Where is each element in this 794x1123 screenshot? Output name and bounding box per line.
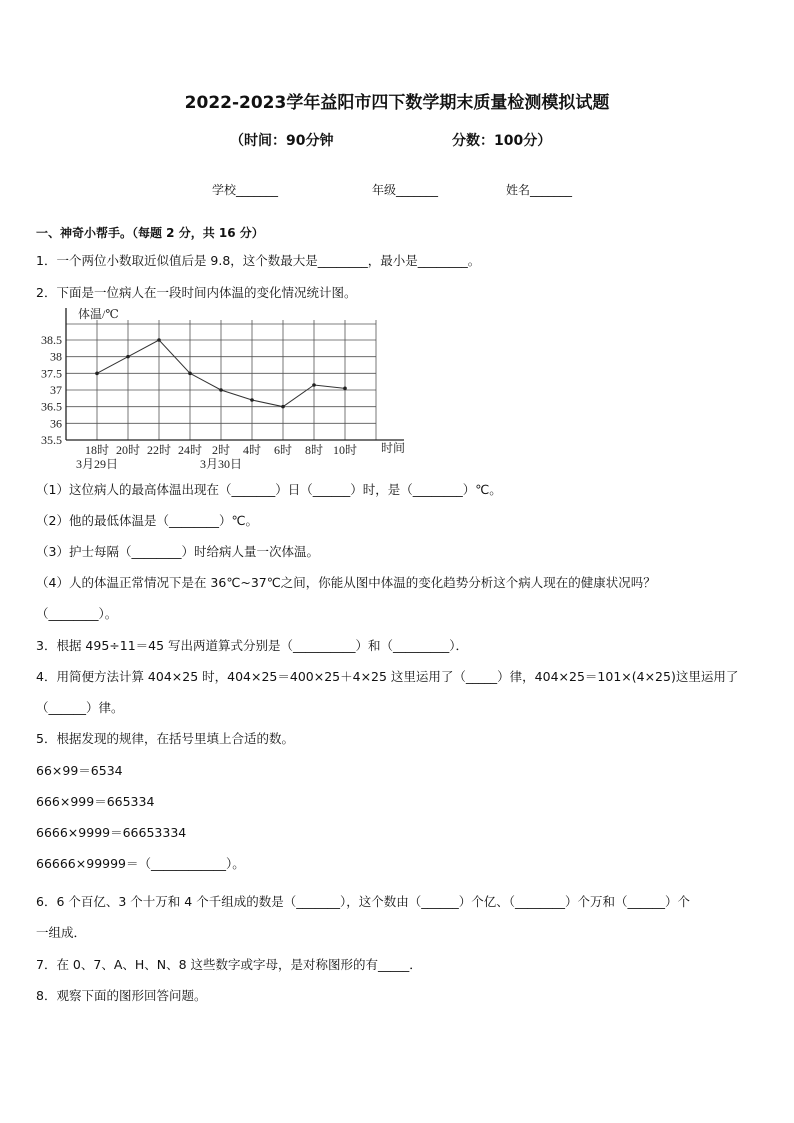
score-info: 分数：100分）: [452, 133, 552, 149]
question-3: 3．根据 495÷11＝45 写出两道算式分别是（__________）和（_________）．: [36, 638, 469, 653]
x-tick-label: 8时: [304, 443, 324, 457]
page-title: 2022-2023学年益阳市四下数学期末质量检测模拟试题: [184, 93, 610, 113]
x-tick-label: 4时: [242, 443, 262, 457]
data-point: [250, 398, 254, 402]
pattern-line-2: 666×999＝665334: [36, 794, 155, 809]
y-axis-label: 体温/℃: [78, 307, 119, 321]
question-2-4-answer: （________）。: [36, 606, 118, 621]
y-tick-label: 38.5: [41, 333, 62, 347]
chart-ticks: [41, 306, 405, 471]
data-point: [312, 383, 316, 387]
time-info: （时间：90分钟: [230, 133, 334, 149]
temperature-chart: [36, 302, 416, 474]
x-tick-label: 2时: [211, 443, 231, 457]
question-4-cont: （______）律。: [36, 700, 124, 715]
y-tick-label: 37.5: [41, 366, 62, 381]
question-5: 5．根据发现的规律，在括号里填上合适的数。: [36, 731, 294, 746]
data-point: [157, 338, 161, 342]
date-label: 3月30日: [199, 457, 243, 471]
y-tick-label: 35.5: [41, 433, 62, 447]
x-tick-label: 22时: [146, 443, 172, 457]
date-label: 3月29日: [75, 457, 119, 471]
x-tick-label: 6时: [273, 443, 293, 457]
data-point: [281, 405, 285, 409]
data-point: [126, 355, 130, 359]
y-tick-label: 37: [50, 383, 62, 397]
pattern-line-1: 66×99＝6534: [36, 763, 123, 778]
question-6: 6．6 个百亿、3 个十万和 4 个千组成的数是（_______），这个数由（______）个亿、（________）个万和（______）个: [36, 894, 690, 909]
question-4: 4．用简便方法计算 404×25 时，404×25＝400×25＋4×25 这里运用了（_____）律，404×25＝101×(4×25)这里运用了: [36, 669, 739, 684]
y-tick-label: 36: [50, 416, 62, 431]
section-heading: 一、神奇小帮手。（每题 2 分，共 16 分）: [36, 226, 264, 240]
x-axis-label: 时间: [381, 441, 406, 455]
question-2-1: （1）这位病人的最高体温出现在（_______）日（______）时，是（________）℃。: [36, 482, 502, 497]
y-tick-label: 38: [50, 349, 62, 364]
data-point: [95, 372, 99, 376]
question-2-2: （2）他的最低体温是（________）℃。: [36, 513, 258, 528]
pattern-line-3: 6666×9999＝66653334: [36, 825, 187, 840]
question-2-4: （4）人的体温正常情况下是在 36℃~37℃之间，你能从图中体温的变化趋势分析这个病人现在的健康状况吗？: [36, 575, 656, 590]
question-2: 2．下面是一位病人在一段时间内体温的变化情况统计图。: [36, 285, 357, 300]
y-tick-label: 36.5: [41, 399, 62, 414]
x-tick-label: 10时: [332, 443, 358, 457]
question-1: 1．一个两位小数取近似值后是 9.8，这个数最大是________，最小是________。: [36, 253, 481, 268]
data-point: [188, 372, 192, 376]
x-tick-label: 24时: [177, 443, 203, 457]
name-field[interactable]: 姓名_______: [506, 183, 573, 197]
question-6-cont: 一组成．: [36, 925, 87, 940]
data-point: [343, 387, 347, 391]
question-2-3: （3）护士每隔（________）时给病人量一次体温。: [36, 544, 319, 559]
data-point: [219, 388, 223, 392]
chart-axes: [66, 308, 404, 440]
pattern-line-4: 66666×99999＝（____________）。: [36, 856, 245, 871]
school-field[interactable]: 学校_______: [212, 183, 279, 197]
chart-grid: [66, 320, 376, 440]
grade-field[interactable]: 年级_______: [372, 183, 439, 197]
x-tick-label: 18时: [84, 443, 110, 457]
x-tick-label: 20时: [115, 443, 141, 457]
question-7: 7．在 0、7、A、H、N、8 这些数字或字母，是对称图形的有_____．: [36, 957, 422, 972]
question-8: 8．观察下面的图形回答问题。: [36, 988, 207, 1003]
